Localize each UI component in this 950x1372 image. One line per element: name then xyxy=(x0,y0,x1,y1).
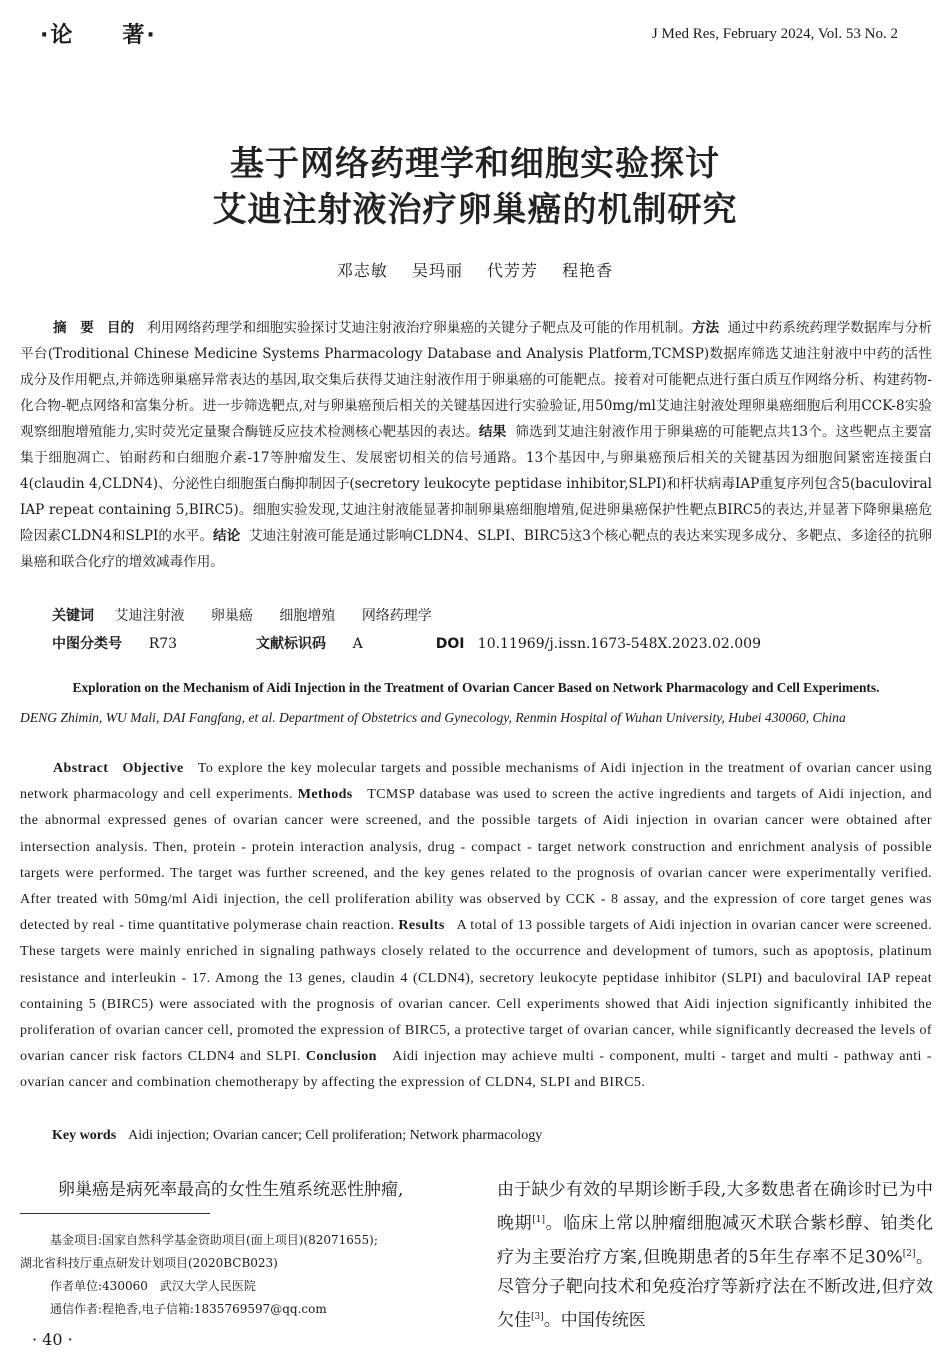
title-line-2: 艾迪注射液治疗卵巢癌的机制研究 xyxy=(212,190,738,230)
methods-text: 通过中药系统药理学数据库与分析平台(Troditional Chinese Medicine Systems Pharmacology Database and Analysis Platform,TCMSP)数据库筛选艾迪注射液中中药的活性成分及作用靶点,并筛选卵巢癌异常表达的基因,取交集后获得艾迪注射液作用于卵巢癌的可能靶点。接着对可能靶点进行蛋白质互作网络分析、构建药物-化合物-靶点网络和富集分析。进一步筛选靶点,对与卵巢癌预后相关的关键基因进行实验验证,用50mg/ml艾迪注射液处理卵巢癌细胞后利用CCK-8实验观察细胞增殖能力,实时荧光定量聚合酶链反应技术检测核心靶基因的表达。 xyxy=(20,320,933,440)
journal-citation: J Med Res, February 2024, Vol. 53 No. 2 xyxy=(651,26,898,42)
chinese-keywords xyxy=(52,605,454,625)
english-abstract xyxy=(20,756,932,1097)
citation-ref[interactable]: [1] xyxy=(532,1215,546,1225)
en-results-label: Results xyxy=(398,918,445,934)
keyword: 网络药理学 xyxy=(361,608,432,624)
english-keywords xyxy=(52,1128,542,1144)
clc-value: R73 xyxy=(148,636,178,652)
objective-label: 目的 xyxy=(106,320,135,336)
en-results-text: A total of 13 possible targets of Aidi injection in ovarian cancer were screened. These targets were mainly enriched in signaling pathways closely related to the occurrence and development of tumors, such as apoptosis, platinum resistance and interleukin - 17. Among the 13 genes, claudin 4 (CLDN4), secretory leukocyte peptidase inhibitor (SLPI) and baculoviral IAP repeat containing 5 (BIRC5) were associated with the prognosis of ovarian cancer. Cell experiments showed that Aidi injection significantly inhibited the proliferation of ovarian cancer cell, promoted the expression of BIRC5, a protective target of ovarian cancer, while significantly decreased the levels of ovarian cancer risk factors CLDN4 and SLPI. xyxy=(20,918,932,1065)
chinese-abstract xyxy=(20,315,932,575)
body-text: 由于缺少有效的早期诊断手段,大多数患者在确诊时已为中晚期 xyxy=(497,1180,933,1234)
correspondence-note: 通信作者:程艳香,电子信箱:1835769597@qq.com xyxy=(50,1302,327,1316)
footnotes xyxy=(20,1229,460,1321)
page-number: · 40 · xyxy=(32,1330,73,1349)
clc-label: 中图分类号 xyxy=(52,636,122,652)
doi-label: DOI xyxy=(435,636,465,652)
english-title: Exploration on the Mechanism of Aidi Injection in the Treatment of Ovarian Cancer Based on Network Pharmacology and Cell Experiments. xyxy=(72,680,880,695)
section-tag: ·论 著· xyxy=(40,23,157,48)
results-label: 结果 xyxy=(478,424,507,440)
classification-row xyxy=(52,633,761,653)
body-text-right xyxy=(497,1175,933,1336)
abstract-label: 摘 要 xyxy=(53,320,94,336)
body-text: 。尽管分子靶向技术和免疫治疗等新疗法在不断改进,但疗效欠佳 xyxy=(497,1247,934,1331)
en-methods-label: Methods xyxy=(297,787,353,803)
keyword: 细胞增殖 xyxy=(279,608,336,624)
citation-ref[interactable]: [2] xyxy=(902,1248,916,1259)
en-abstract-label: Abstract xyxy=(53,761,109,776)
body-text-left: 卵巢癌是病死率最高的女性生殖系统恶性肿瘤, xyxy=(58,1180,404,1200)
en-objective-text: To explore the key molecular targets and possible mechanisms of Aidi injection in the treatment of ovarian cancer using network pharmacology and cell experiments. xyxy=(20,761,933,803)
citation-ref[interactable]: [3] xyxy=(531,1312,544,1323)
affiliation-note: 作者单位:430060 武汉大学人民医院 xyxy=(50,1279,256,1293)
footnote-divider xyxy=(20,1213,210,1214)
conclusion-text: 艾迪注射液可能是通过影响CLDN4、SLPI、BIRC5这3个核心靶点的表达来实现多成分、多靶点、多途径的抗卵巢癌和联合化疗的增效减毒作用。 xyxy=(20,528,932,570)
keywords-label: 关键词 xyxy=(52,608,94,624)
methods-label: 方法 xyxy=(691,320,720,336)
objective-text: 利用网络药理学和细胞实验探讨艾迪注射液治疗卵巢癌的关键分子靶点及可能的作用机制。 xyxy=(147,320,692,336)
author-name: 代芳芳 xyxy=(487,261,539,280)
author-list xyxy=(0,258,950,281)
doi-value[interactable]: 10.11969/j.issn.1673-548X.2023.02.009 xyxy=(477,636,761,652)
keyword: 卵巢癌 xyxy=(210,608,253,624)
author-name: 邓志敏 xyxy=(336,261,388,280)
en-objective-label: Objective xyxy=(122,761,184,776)
author-name: 吴玛丽 xyxy=(411,261,463,280)
en-conclusion-label: Conclusion xyxy=(305,1049,377,1065)
body-text: 。中国传统医 xyxy=(543,1310,646,1331)
funding-note: 基金项目:国家自然科学基金资助项目(面上项目)(82071655); xyxy=(50,1233,378,1247)
body-text: 。临床上常以肿瘤细胞减灭术联合紫杉醇、铂类化疗为主要治疗方案,但晚期患者的5年生存率不足30% xyxy=(497,1213,934,1268)
doc-code-value: A xyxy=(352,636,363,652)
keyword: 艾迪注射液 xyxy=(114,608,185,624)
author-name: 程艳香 xyxy=(562,261,614,280)
conclusion-label: 结论 xyxy=(212,528,241,544)
en-conclusion-text: Aidi injection may achieve multi - component, multi - target and multi - pathway anti - ovarian cancer and combination chemotherapy by affecting the expression of CLDN4, SLPI and BIRC5. xyxy=(20,1049,932,1091)
title-line-1: 基于网络药理学和细胞实验探讨 xyxy=(230,144,720,184)
en-keywords-text: Aidi injection; Ovarian cancer; Cell proliferation; Network pharmacology xyxy=(128,1128,543,1143)
en-keywords-label: Key words xyxy=(52,1128,117,1143)
doc-code-label: 文献标识码 xyxy=(255,636,326,652)
english-authors: DENG Zhimin, WU Mali, DAI Fangfang, et al. Department of Obstetrics and Gynecology, Renmin Hospital of Wuhan University, Hubei 430060, China xyxy=(20,710,846,725)
funding-note-cont: 湖北省科技厅重点研发计划项目(2020BCB023) xyxy=(20,1256,278,1270)
results-text: 筛选到艾迪注射液作用于卵巢癌的可能靶点共13个。这些靶点主要富集于细胞凋亡、铂耐药和白细胞介素-17等肿瘤发生、发展密切相关的信号通路。13个基因中,与卵巢癌预后相关的关键基因为细胞间紧密连接蛋白4(claudin 4,CLDN4)、分泌性白细胞蛋白酶抑制因子(secretory leukocyte peptidase inhibitor,SLPI)和杆状病毒IAP重复序列包含5(baculoviral IAP repeat containing 5,BIRC5)。细胞实验发现,艾迪注射液能显著抑制卵巢癌细胞增殖,促进卵巢癌保护性靶点BIRC5的表达,并显著下降卵巢癌危险因素CLDN4和SLPI的水平。 xyxy=(20,424,932,544)
en-methods-text: TCMSP database was used to screen the active ingredients and targets of Aidi injection, and the abnormal expressed genes of ovarian cancer were screened, and the possible targets of Aidi injection in ovarian cancer were obtained after intersection analysis. Then, protein - protein interaction analysis, drug - compact - target network construction and enrichment analysis of possible targets were performed. The target was further screened, and the key genes related to the prognosis of ovarian cancer were experimentally verified. After treated with 50mg/ml Aidi injection, the cell proliferation ability was observed by CCK - 8 assay, and the expression of core target genes was detected by real - time quantitative polymerase chain reaction. xyxy=(20,787,933,934)
